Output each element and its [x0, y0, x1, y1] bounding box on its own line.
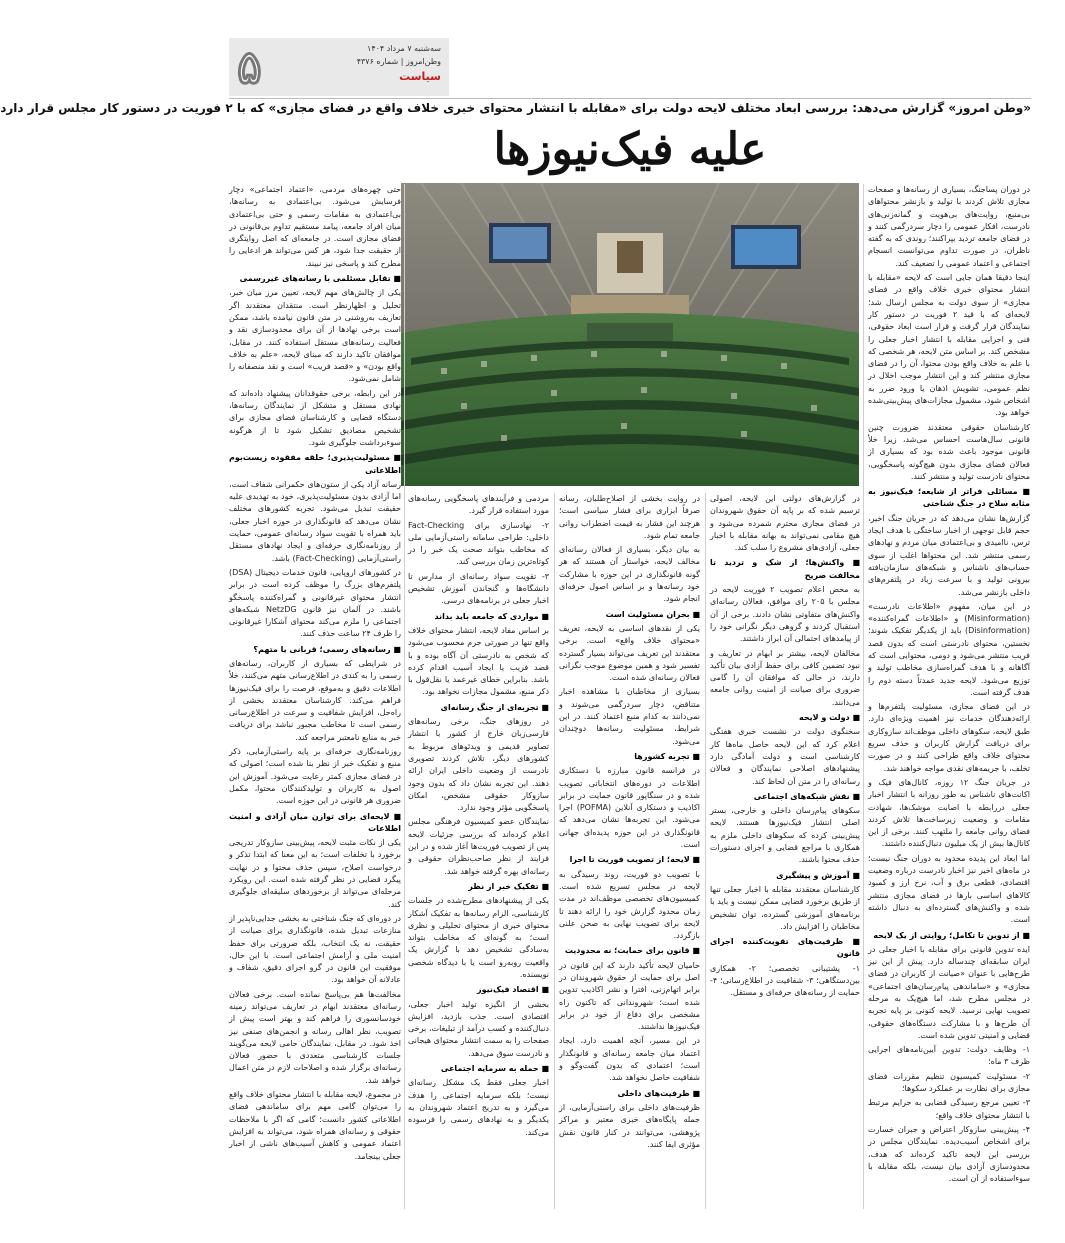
body-paragraph: اخبار جعلی فقط یک مشکل رسانه‌ای نیست؛ بلکه سرمایه اجتماعی را هدف می‌گیرد و به تدریج اعتماد شهروندان به یکدیگر و به نهادهای رسمی را فرسوده می‌کند.	[408, 1078, 549, 1137]
parliament-photo-illustration	[401, 183, 859, 486]
section-subheading: ■ قانون برای حمایت؛ نه محدودیت	[564, 946, 700, 956]
section-subheading: ■ واکنش‌ها؛ از شک و تردید تا مخالفت صریح	[710, 558, 860, 580]
body-paragraph: مخالفت‌ها هم بی‌پاسخ نمانده است. برخی فعالان رسانه‌ای معتقدند ابهام در تعاریف می‌تواند زمینه خودسانسوری را فراهم کند و بهتر است پیش از تصویب، نظر اهالی رسانه و انجمن‌های صنفی نیز اخذ شود. در مقابل، نمایندگان حامی لایحه می‌گویند جلسات کارشناسی متعددی با حضور فعالان رسانه‌ای برگزار شده و اصلاحات لازم در متن اعمال خواهد شد.	[229, 989, 401, 1085]
body-paragraph: در کشورهای اروپایی، قانون خدمات دیجیتال (DSA) پلتفرم‌های بزرگ را موظف کرده است در برابر انتشار محتوای غیرقانونی و گمراه‌کننده پاسخگو باشند. در آلمان نیز قانون NetzDG شبکه‌های اجتماعی را ملزم می‌کند محتوای آشکارا غیرقانونی را ظرف ۲۴ ساعت حذف کنند.	[229, 567, 401, 639]
section-subheading: ■ تجربه کشورها	[634, 751, 700, 761]
section-subheading: ■ ظرفیت‌های داخلی	[617, 1088, 700, 1098]
body-paragraph: یکی از چالش‌های مهم لایحه، تعیین مرز میان خبر، تحلیل و اظهارنظر است. منتقدان معتقدند اگر تعاریف به‌روشنی در متن قانون نیامده باشد، ممکن است برخی نهادها از آن برای محدودسازی نقد و فعالیت رسانه‌های مستقل استفاده کنند. در مقابل، موافقان تاکید دارند که مبنای لایحه، «علم به خلاف واقع بودن» و «قصد فریب» است و نقد منصفانه را شامل نمی‌شود.	[229, 288, 401, 384]
body-paragraph: در این فضای مجازی، مسئولیت پلتفرم‌ها و ارائه‌دهندگان خدمات نیز اهمیت ویژه‌ای دارد. طبق لایحه، سکوهای داخلی موظف‌اند سازوکاری برای دریافت گزارش کاربران و حذف سریع محتوای خلاف واقع طراحی کنند و در صورت تخلف، با جریمه‌های نقدی مواجه خواهند شد.	[868, 702, 1030, 773]
section-subheading: ■ مواردی که جامعه باید بداند	[434, 611, 549, 621]
body-paragraph: گزارش‌ها نشان می‌دهد که در جریان جنگ اخیر، حجم قابل توجهی از اخبار ساختگی با هدف ایجاد ترس، ناامیدی و بی‌اعتمادی میان مردم و نهادهای رسمی منتشر شد. این محتواها اغلب از سوی حساب‌های ناشناس و شبکه‌های سازمان‌یافته بیرونی تولید و با سرعت زیاد در پلتفرم‌های داخلی بازنشر می‌شد.	[868, 513, 1030, 597]
section-subheading: ■ تجربه‌ای از جنگ رسانه‌ای	[440, 702, 549, 712]
section-label: سیاست	[399, 70, 441, 83]
text-column-center-left	[408, 493, 549, 1209]
text-column-center-right	[710, 493, 860, 1209]
section-subheading: ■ لایحه؛ از تصویب فوریت تا اجرا	[569, 855, 700, 865]
body-paragraph: ۱- پشتیبانی تخصصی؛ ۲- همکاری بین‌دستگاهی؛ ۳- شفافیت در اطلاع‌رسانی؛ ۴- حمایت از رسانه‌های حرفه‌ای و مستقل.	[710, 963, 860, 998]
issue-number: وطن‌امروز | شماره ۴۳۷۶	[356, 57, 441, 66]
section-subheading: ■ دولت و لایحه	[798, 713, 860, 723]
body-paragraph: نمایندگان عضو کمیسیون فرهنگی مجلس اعلام کرده‌اند که بررسی جزئیات لایحه پس از تصویب فوریت‌ها آغاز شده و در این فرایند از نظر صاحب‌نظران حقوقی و رسانه‌ای بهره گرفته خواهد شد.	[408, 817, 549, 876]
article-supertitle: «وطن امروز» گزارش می‌دهد: بررسی ابعاد مختلف لایحه دولت برای «مقابله با انتشار محتوای خبری خلاف واقع در فضای مجازی» که با ۲ فوریت در دستور کار مجلس قرار دارد	[0, 101, 1031, 115]
body-paragraph: ۲- مسئولیت کمیسیون تنظیم مقررات فضای مجازی برای نظارت بر عملکرد سکوها؛	[868, 1071, 1030, 1094]
section-subheading: ■ تقابل مسئلمی با رسانه‌های غیررسمی	[239, 274, 401, 284]
body-paragraph: در دوران پساجنگ، بسیاری از رسانه‌ها و صفحات مجازی تلاش کردند با تولید و بازنشر محتواهای بی‌منبع، روایت‌های بی‌هویت و گمانه‌زنی‌های نادرست، افکار عمومی را دچار سردرگمی کنند و در فضای جامعه تردید بپراکنند؛ روندی که به گفته ناظران، در صورت تداوم می‌توانست انسجام اجتماعی و اعتماد عمومی را تضعیف کند.	[868, 185, 1030, 268]
body-paragraph: ظرفیت‌های داخلی برای راستی‌آزمایی، از جمله پایگاه‌های خبری معتبر و مراکز پژوهشی، می‌توانند در کنار قانون نقش مؤثری ایفا کنند.	[559, 1102, 700, 1149]
body-paragraph: در گزارش‌های دولتی این لایحه، اصولی ترسیم شده که بر پایه آن حقوق شهروندان در فضای مجازی محترم شمرده می‌شود و هیچ مقامی نمی‌تواند به بهانه مقابله با اخبار جعلی، آزادی‌های مشروع را سلب کند.	[710, 494, 860, 553]
section-subheading: ■ رسانه‌های رسمی؛ قربانی یا متهم؟	[253, 644, 401, 654]
body-paragraph: در این مسیر، آنچه اهمیت دارد، ایجاد اعتماد میان جامعه رسانه‌ای و قانونگذار است؛ اعتمادی که بدون گفت‌وگو و شفافیت حاصل نخواهد شد.	[559, 1036, 700, 1083]
section-subheading: ■ بحران مسئولیت است	[605, 609, 700, 619]
body-paragraph: ایده تدوین قانونی برای مقابله با اخبار جعلی در ایران سابقه‌ای چندساله دارد. پیش از این نیز طرح‌هایی با عنوان «صیانت از کاربران در فضای مجازی» و «ساماندهی پیام‌رسان‌های اجتماعی» در مجلس مطرح شد، اما هیچ‌یک به مرحله تصویب نهایی نرسید. لایحه کنونی بر پایه تجربه آن طرح‌ها و با مشارکت دستگاه‌های حقوقی، قضایی و امنیتی تدوین شده است.	[868, 944, 1030, 1040]
section-subheading: ■ نقش شبکه‌های اجتماعی	[753, 791, 860, 801]
masthead-box	[229, 38, 449, 96]
body-paragraph: در این رابطه، برخی حقوقدانان پیشنهاد داده‌اند که نهادی مستقل و متشکل از نمایندگان رسانه‌ها، دستگاه قضایی و کارشناسان فضای مجازی برای تشخیص مصادیق تشکیل شود تا از هرگونه سوءبرداشت جلوگیری شود.	[229, 388, 401, 447]
body-paragraph: به بیان دیگر، بسیاری از فعالان رسانه‌ای مخالف لایحه، خواستار آن هستند که هر گونه قانونگذاری در این حوزه با مشارکت خود رسانه‌ها و بر اساس اصول حرفه‌ای انجام شود.	[559, 545, 700, 604]
body-paragraph: سکوهای پیام‌رسان داخلی و خارجی، بستر اصلی انتشار فیک‌نیوزها هستند. لایحه پیش‌بینی کرده که سکوهای داخلی ملزم به همکاری با مراجع قضایی و اجرای دستورات حذف محتوا باشند.	[710, 806, 860, 865]
column-divider	[705, 493, 706, 1209]
section-subheading: ■ مسئولیت‌پذیری؛ حلقه مفقوده زیست‌بوم اطلاعاتی	[229, 453, 401, 475]
article-headline: علیه فیک‌نیوزها	[493, 124, 767, 175]
body-paragraph: بخشی از انگیزه تولید اخبار جعلی، اقتصادی است. جذب بازدید، افزایش دنبال‌کننده و کسب درآمد از تبلیغات، برخی صفحات را به سمت انتشار محتوای هیجانی و نادرست سوق می‌دهد.	[408, 999, 549, 1058]
column-divider	[863, 184, 864, 1209]
body-paragraph: یکی از نکات مثبت لایحه، پیش‌بینی سازوکار تدریجی برخورد با تخلفات است؛ به این معنا که ابتدا تذکر و درخواست اصلاح، سپس حذف محتوا و در نهایت پیگرد قضایی در نظر گرفته شده است. این رویکرد مرحله‌ای می‌تواند از برخوردهای سلیقه‌ای جلوگیری کند.	[229, 838, 401, 909]
body-paragraph: در جریان جنگ ۱۲ روزه، کانال‌های فیک و اکانت‌های ناشناس به طور روزانه با انتشار اخبار جعلی دررابطه با اصابت موشک‌ها، شهادت مقامات و وضعیت زیرساخت‌ها تلاش کردند فضای روانی جامعه را ملتهب کنند. برخی از این کانال‌ها بیش از یک میلیون دنبال‌کننده داشتند.	[868, 777, 1030, 849]
column-divider	[554, 493, 555, 1209]
body-paragraph: یکی از نقدهای اساسی به لایحه، تعریف «محتوای خلاف واقع» است. برخی معتقدند این تعریف می‌تواند بسیار گسترده تفسیر شود و همین موضوع موجب نگرانی فعالان رسانه‌ای شده است.	[559, 623, 700, 683]
body-paragraph: در شرایطی که بسیاری از کاربران، رسانه‌های رسمی را به کندی در اطلاع‌رسانی متهم می‌کنند، خلأ اطلاعات دقیق و به‌موقع، فرصت را برای فیک‌نیوزها فراهم می‌کند. کارشناسان معتقدند بخشی از راه‌حل، افزایش شفافیت و سرعت در اطلاع‌رسانی رسمی است تا مخاطب مجبور نباشد برای دریافت خبر به منابع نامعتبر مراجعه کند.	[229, 658, 401, 742]
body-paragraph: ۳- تعیین مرجع رسیدگی قضایی به جرایم مرتبط با انتشار محتوای خلاف واقع؛	[868, 1098, 1030, 1120]
column-divider	[404, 184, 405, 1209]
body-paragraph: در مجموع، لایحه مقابله با انتشار محتوای خلاف واقع را می‌توان گامی مهم برای ساماندهی فضای اطلاعاتی کشور دانست؛ گامی که اگر با ملاحظات حقوقی و رسانه‌ای همراه شود، می‌تواند به افزایش اعتماد عمومی و کاهش آسیب‌های ناشی از اخبار جعلی بینجامد.	[229, 1090, 401, 1161]
text-column-right	[868, 184, 1030, 1209]
section-subheading: ■ اقتصاد فیک‌نیوز	[477, 985, 549, 995]
body-paragraph: اینجا دقیقا همان جایی است که لایحه «مقابله با انتشار محتوای خبری خلاف واقع در فضای مجازی» از سوی دولت به مجلس ارسال شد؛ لایحه‌ای که با قید ۲ فوریت در دستور کار نمایندگان قرار گرفت و قرار است ابعاد حقوقی، فنی و اجرایی مقابله با انتشار اخبار جعلی را مشخص کند. بر اساس متن لایحه، هر شخصی که با علم به خلاف واقع بودن محتوا، آن را در فضای مجازی منتشر کند و این انتشار موجب اخلال در نظم عمومی، تشویش اذهان یا ورود ضرر به اشخاص شود، مشمول مجازات‌های پیش‌بینی‌شده خواهد بود.	[868, 273, 1030, 418]
body-paragraph: حتی چهره‌های مردمی، «اعتماد اجتماعی» دچار فرسایش می‌شود. بی‌اعتمادی به رسانه‌ها، بی‌اعتمادی به مقامات رسمی و حتی بی‌اعتمادی میان افراد جامعه، پیامد مستقیم تداوم بی‌قانونی در فضای مجازی است. در جامعه‌ای که اصل روایتگری از حقیقت جدا شود، هر کس می‌تواند هر ادعایی را مطرح کند و پاسخی نیز نبیند.	[229, 185, 401, 268]
body-paragraph: اما ابعاد این پدیده محدود به دوران جنگ نیست؛ در ماه‌های اخیر نیز اخبار نادرست درباره وضعیت اقتصادی، قطعی برق و آب، نرخ ارز و کمبود کالاهای اساسی بارها در فضای مجازی منتشر شده و واکنش‌های گسترده‌ای به دنبال داشته است.	[868, 853, 1030, 925]
section-subheading: ■ مسائلی فراتر از شایعه؛ فیک‌نیوز به مثابه سلاح در جنگ شناختی	[868, 487, 1030, 509]
body-paragraph: در روایت بخشی از اصلاح‌طلبان، رسانه صرفاً ابزاری برای فشار سیاسی است؛ هرچند این فشار به قیمت اضطراب روانی جامعه تمام شود.	[559, 494, 700, 540]
body-paragraph: در دوره‌ای که جنگ شناختی به بخشی جدایی‌ناپذیر از منازعات تبدیل شده، قانونگذاری برای صیانت از حقیقت، نه یک انتخاب، بلکه ضرورتی برای حفظ امنیت ملی و آرامش اجتماعی است. با این حال، موفقیت این قانون در گرو اجرای دقیق، شفاف و عادلانه آن خواهد بود.	[229, 913, 401, 985]
text-column-left	[229, 184, 401, 1209]
body-paragraph: ۳- تقویت سواد رسانه‌ای از مدارس تا دانشگاه‌ها و گنجاندن آموزش تشخیص اخبار جعلی در برنامه‌های درسی.	[408, 571, 549, 606]
body-paragraph: ۲- نهادسازی برای Fact-Checking داخلی: طراحی سامانه راستی‌آزمایی ملی که مخاطب بتواند صحت یک خبر را در کوتاه‌ترین زمان بررسی کند.	[408, 520, 549, 567]
page-number: ۵	[237, 40, 262, 94]
body-paragraph: در روزهای جنگ، برخی رسانه‌های فارسی‌زبان خارج از کشور با انتشار تصاویر قدیمی و ویدئوهای مربوط به کشورهای دیگر، تلاش کردند تصویری نادرست از وضعیت داخلی ایران ارائه دهند. این تجربه نشان داد که بدون وجود سازوکار حقوقی مشخص، امکان پاسخگویی مؤثر وجود ندارد.	[408, 717, 549, 813]
body-paragraph: ۴- پیش‌بینی سازوکار اعتراض و جبران خسارت برای اشخاص آسیب‌دیده. نمایندگان مجلس در بررسی این لایحه تاکید کرده‌اند که هدف، محدودسازی آزادی بیان نیست، بلکه مقابله با سوءاستفاده از آن است.	[868, 1124, 1030, 1184]
body-paragraph: مردمی و فرآیندهای پاسخگویی رسانه‌های مورد استفاده قرار گیرد.	[408, 494, 549, 516]
section-subheading: ■ از تدوین تا تکامل؛ روایتی از یک لایحه	[873, 930, 1030, 940]
body-paragraph: بر اساس مفاد لایحه، انتشار محتوای خلاف واقع تنها در صورتی جرم محسوب می‌شود که شخص به نادرستی آن آگاه بوده و با قصد فریب یا ایجاد آسیب اقدام کرده باشد. بنابراین خطای غیرعمد یا نقل‌قول با ذکر منبع، مشمول مجازات نخواهد بود.	[408, 625, 549, 697]
body-paragraph: در این میان، مفهوم «اطلاعات نادرست» (Misinformation) و «اطلاعات گمراه‌کننده» (Disinformation) باید از یکدیگر تفکیک شوند؛ نخستین، محتوای نادرستی است که بدون قصد فریب منتشر می‌شود و دومی، محتوایی است که آگاهانه و با هدف گمراه‌سازی مخاطب تولید و توزیع می‌شود. لایحه جدید عمدتاً دسته دوم را هدف گرفته است.	[868, 601, 1030, 697]
text-column-center	[559, 493, 700, 1209]
section-subheading: ■ آموزش و پیشگیری	[776, 870, 860, 880]
body-paragraph: حامیان لایحه تأکید دارند که این قانون در اصل برای حمایت از حقوق شهروندان در برابر اتهام‌زنی، افترا و نشر اکاذیب تدوین شده است؛ شهروندانی که تاکنون راه مشخصی برای دفاع از خود در برابر فیک‌نیوزها نداشتند.	[559, 960, 700, 1032]
body-paragraph: در فرانسه قانون مبارزه با دستکاری اطلاعات در دوره‌های انتخاباتی تصویب شده و در سنگاپور قانون حمایت در برابر اکاذیب و دستکاری آنلاین (POFMA) اجرا می‌شود. این تجربه‌ها نشان می‌دهد که قانونگذاری در این حوزه پدیده‌ای جهانی است.	[559, 766, 700, 850]
section-subheading: ■ حمله به سرمایه اجتماعی	[440, 1064, 549, 1074]
body-paragraph: سخنگوی دولت در نشست خبری هفتگی اعلام کرد که این لایحه حاصل ماه‌ها کار کارشناسی است و دولت آمادگی دارد پیشنهادهای اصلاحی نمایندگان و فعالان رسانه‌ای را در متن آن لحاظ کند.	[710, 727, 860, 786]
body-paragraph: روزنامه‌نگاری حرفه‌ای بر پایه راستی‌آزمایی، ذکر منبع و تفکیک خبر از نظر بنا شده است؛ اصولی که در فضای مجازی کمتر رعایت می‌شود. آموزش این اصول به کاربران و تولیدکنندگان محتوا، مکمل ضروری هر قانونی در این حوزه است.	[229, 747, 401, 806]
parliament-photo	[401, 183, 859, 486]
section-subheading: ■ لایحه‌ای برای توازن میان آزادی و امنیت اطلاعات	[229, 811, 401, 833]
section-subheading: ■ تفکیک خبر از نظر	[468, 881, 549, 891]
body-paragraph: با تصویب دو فوریت، روند رسیدگی به لایحه در مجلس تسریع شده است. کمیسیون‌های تخصصی موظف‌اند در مدت زمان محدود گزارش خود را ارائه دهند تا لایحه برای تصویب نهایی به صحن علنی بازگردد.	[559, 869, 700, 941]
header-rule	[229, 98, 1031, 99]
body-paragraph: به محض اعلام تصویب ۲ فوریت لایحه در مجلس با ۲۰۵ رای موافق، فعالان رسانه‌ای واکنش‌های متفاوتی نشان دادند. برخی از آن استقبال کردند و گروهی دیگر نگرانی خود را از پیامدهای احتمالی آن ابراز داشتند.	[710, 585, 861, 644]
body-paragraph: رسانه آزاد یکی از ستون‌های حکمرانی شفاف است، اما آزادی بدون مسئولیت‌پذیری، خود به تهدیدی علیه حقیقت تبدیل می‌شود. تجربه کشورهای مختلف نشان می‌دهد که قانونگذاری در حوزه اخبار جعلی، باید همراه با تقویت سواد رسانه‌ای عمومی، حمایت از روزنامه‌نگاری حرفه‌ای و ایجاد نهادهای مستقل راستی‌آزمایی (Fact-Checking) باشد.	[229, 479, 401, 563]
section-subheading: ■ ظرفیت‌های تقویت‌کننده اجرای قانون	[710, 937, 860, 959]
body-paragraph: بسیاری از مخاطبان با مشاهده اخبار متناقض، دچار سردرگمی می‌شوند و نمی‌دانند به کدام منبع اعتماد کنند. در این شرایط، مسئولیت رسانه‌ها دوچندان می‌شود.	[559, 687, 700, 746]
body-paragraph: یکی از پیشنهادهای مطرح‌شده در جلسات کارشناسی، الزام رسانه‌ها به تفکیک آشکار محتوای خبری از محتوای تحلیلی و نظری است؛ به گونه‌ای که مخاطب بتواند به‌سادگی تشخیص دهد با گزارش یک واقعیت روبه‌رو است یا با دیدگاه شخصی نویسنده.	[408, 896, 549, 979]
issue-date: سه‌شنبه ۷ مرداد ۱۴۰۴	[367, 44, 441, 53]
body-paragraph: ۱- وظایف دولت: تدوین آیین‌نامه‌های اجرایی ظرف ۳ ماه؛	[868, 1045, 1030, 1067]
body-paragraph: کارشناسان معتقدند مقابله با اخبار جعلی تنها از طریق برخورد قضایی ممکن نیست و باید با برنامه‌های آموزشی گسترده، توان تشخیص مخاطبان را افزایش داد.	[709, 884, 860, 931]
body-paragraph: مخالفان لایحه، بیشتر بر ابهام در تعاریف و نبود تضمین کافی برای حفظ آزادی بیان تأکید دارند، در حالی که موافقان آن را گامی ضروری برای صیانت از امنیت روانی جامعه می‌دانند.	[710, 648, 860, 707]
body-paragraph: کارشناسان حقوقی معتقدند ضرورت چنین قانونی سال‌هاست احساس می‌شد، زیرا خلأ قانونی موجود باعث شده بود که بسیاری از فعالان فضای مجازی بدون هیچ‌گونه پاسخگویی، محتوای نادرست تولید و منتشر کنند.	[868, 422, 1030, 481]
